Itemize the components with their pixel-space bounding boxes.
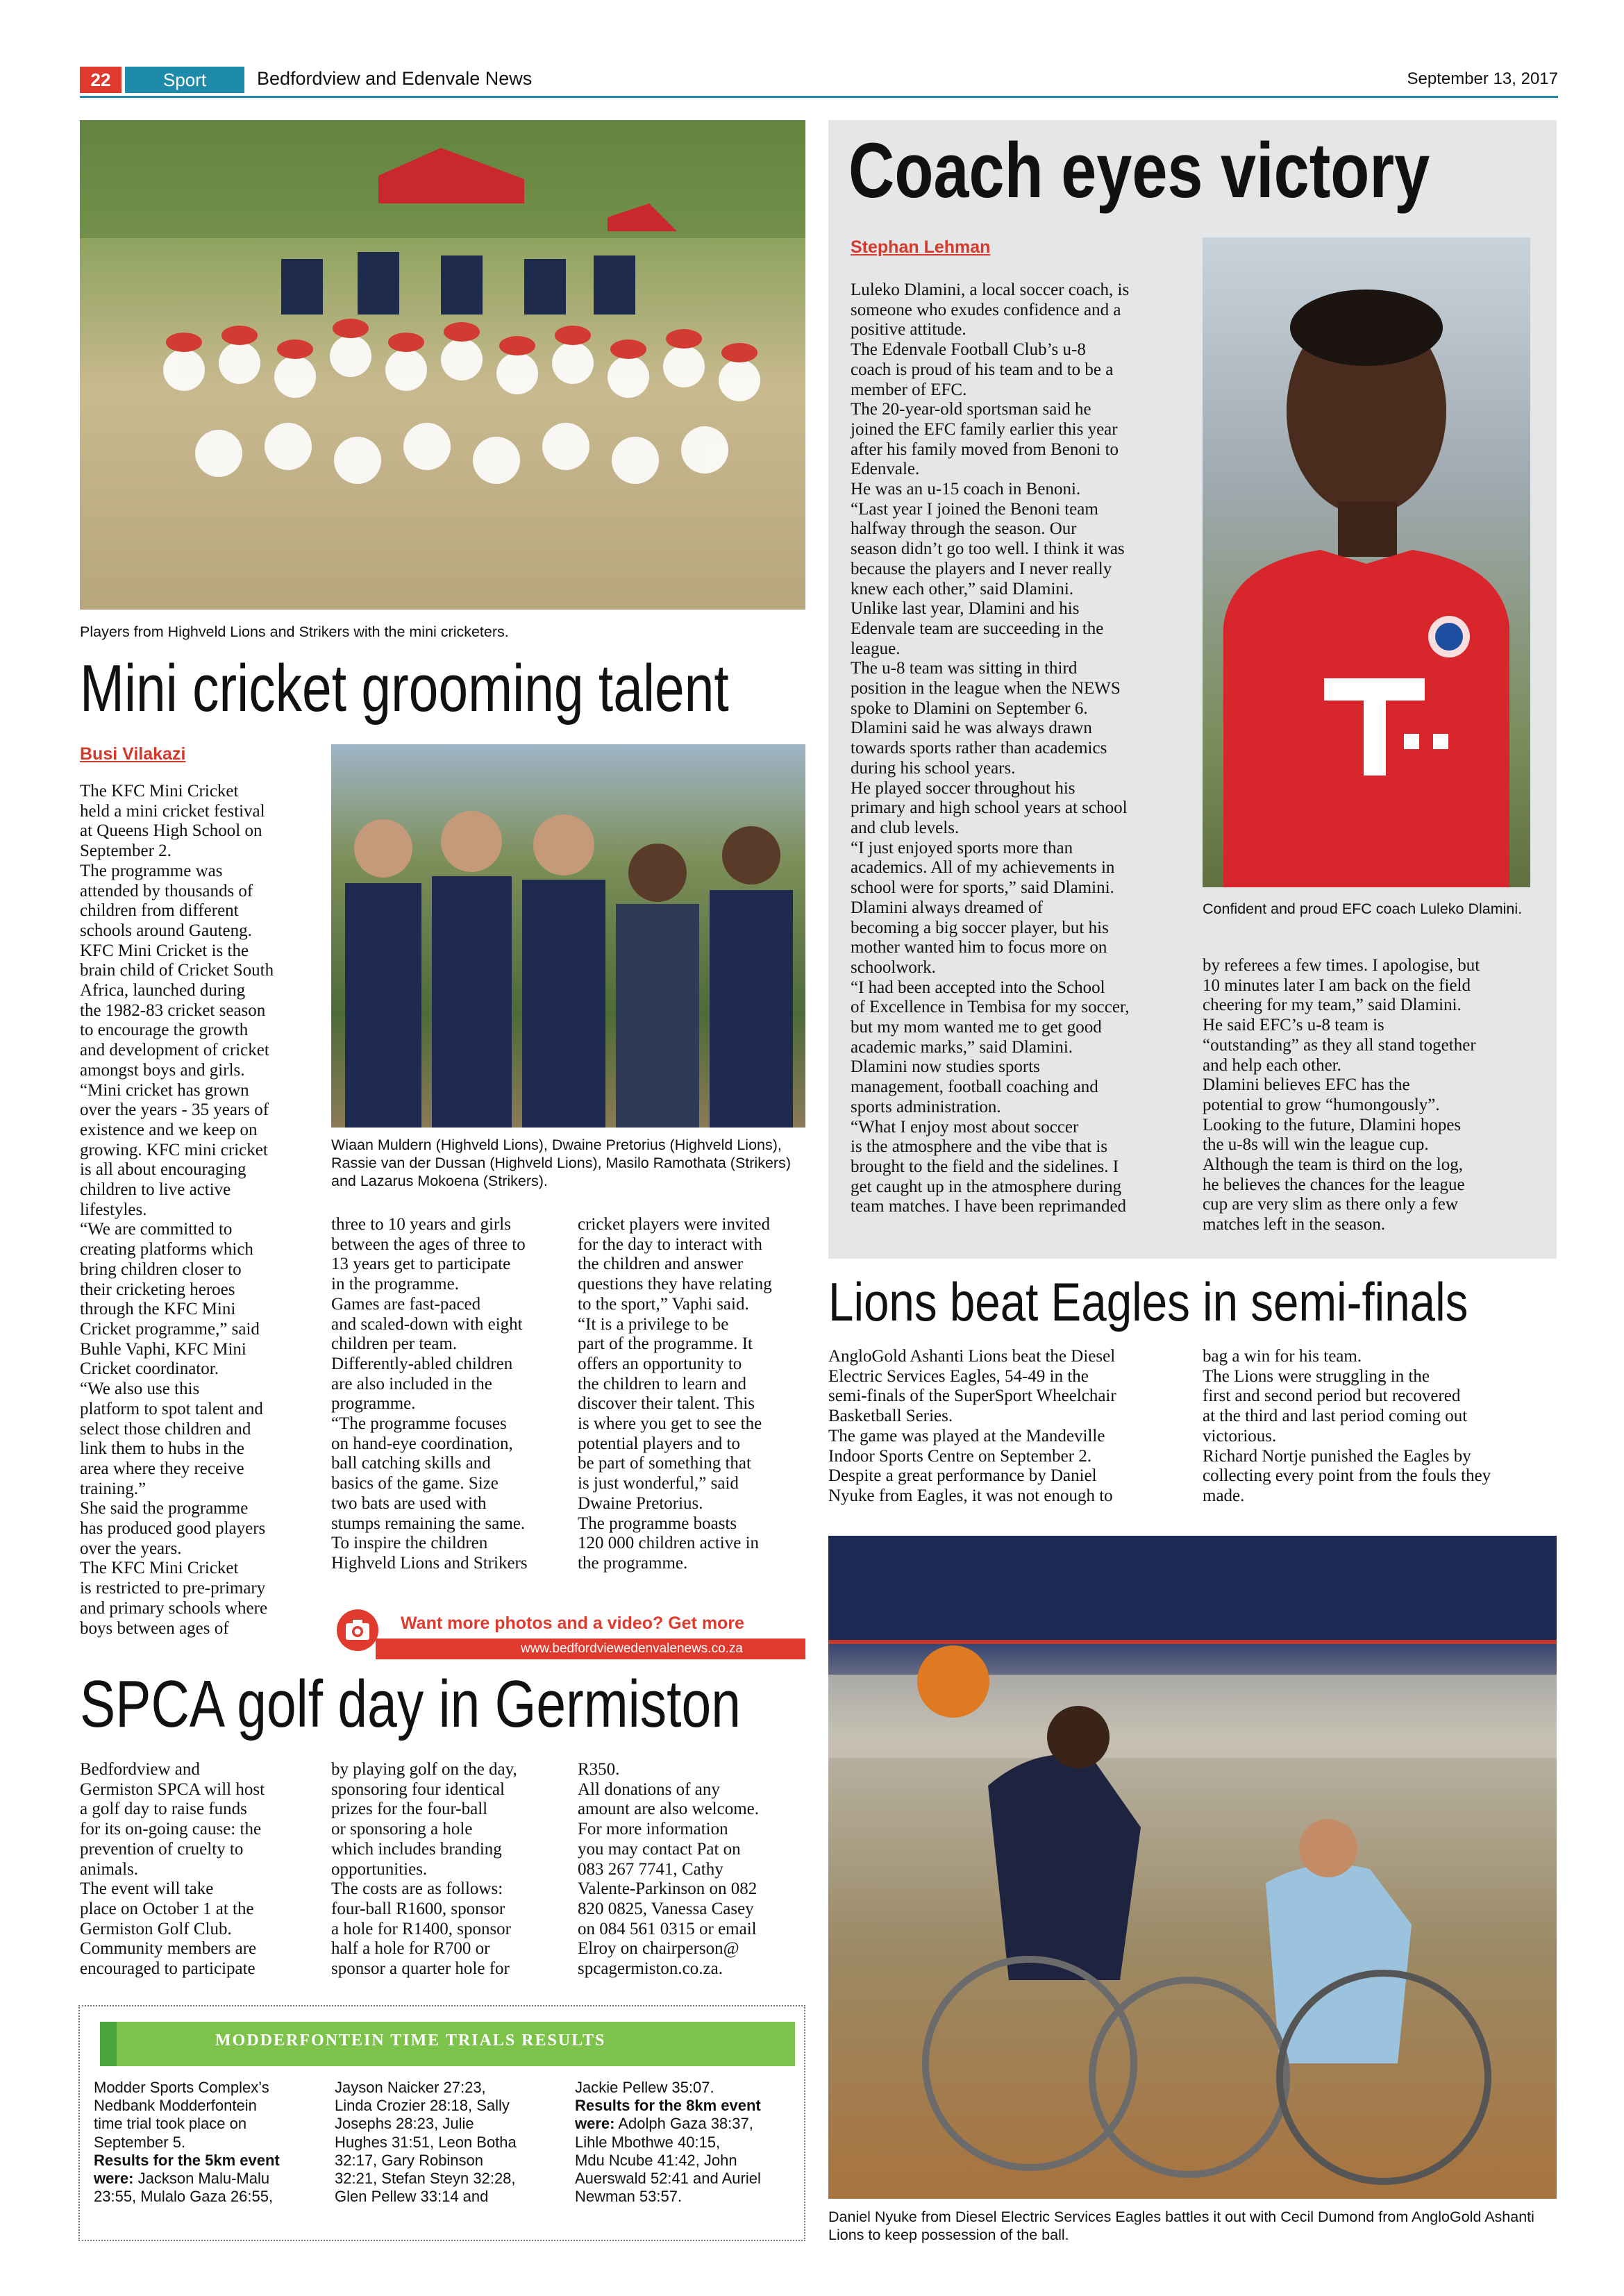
- cricket-headline: Mini cricket grooming talent: [80, 651, 729, 726]
- coach-column-2: by referees a few times. I apologise, but 10 minutes later I am back on the field cheering for my team,” said Dlamini. He said EFC’s u-8 team is “outstanding” as they all stand together and help each other. Dlamini believes EFC has the potential to grow “humongously”. Looking to the future, Dlamini hopes the u-8s will win the league cup. Although the team is third on the log, he believes the chances for the league cup are very slim as there only a few matches left in the season.: [1203, 956, 1480, 1234]
- lions-headline: Lions beat Eagles in semi-finals: [828, 1271, 1468, 1332]
- cricket-players-illustration: [331, 744, 805, 1128]
- cricket-column-2: three to 10 years and girls between the ages of three to 13 years get to participate in the programme. Games are fast-paced and scaled-down with eight children per team. Differently-abled children are also included in the programme. “The programme focuses on hand-eye coordination, ball catching skills and basics of the game. Size two bats are used with stumps remaining the same. To inspire the children Highveld Lions and Strikers: [331, 1215, 528, 1573]
- coach-photo-caption: Confident and proud EFC coach Luleko Dlamini.: [1203, 900, 1523, 917]
- coach-illustration: [1203, 237, 1530, 887]
- basketball-photo-caption: Daniel Nyuke from Diesel Electric Services Eagles battles it out with Cecil Dumond from AngloGold Ashanti Lions to keep possession of the ball.: [828, 2209, 1534, 2243]
- cricket-byline: Busi Vilakazi: [80, 744, 186, 764]
- results-column-2: Jayson Naicker 27:23, Linda Crozier 28:18, Sally Josephs 28:23, Julie Hughes 31:51, Leon Botha 32:17, Gary Robinson 32:21, Stefan Steyn 32:28, Glen Pellew 33:14 and: [335, 2079, 517, 2206]
- cricket-photo1-caption: Players from Highveld Lions and Strikers with the mini cricketers.: [80, 623, 509, 640]
- results-8km-heading: Results for the 8km event were:: [575, 2097, 761, 2133]
- cricket-team-illustration: [80, 120, 805, 610]
- cricket-team-photo: [80, 120, 805, 610]
- spca-column-3: R350. All donations of any amount are also welcome. For more information you may contact Pat on 083 267 7741, Cathy Valente-Parkinson on 082 820 0825, Vanessa Casey on 084 561 0315 or email Elroy on chairperson@ spcagermiston.co.za.: [578, 1760, 760, 1979]
- publication-date: September 13, 2017: [1407, 69, 1558, 88]
- promo-url-bar[interactable]: [376, 1639, 805, 1659]
- lions-column-2: bag a win for his team. The Lions were struggling in the first and second period but recovered at the third and last period coming out victorious. Richard Nortje punished the Eagles by collecting every point from the fouls they made.: [1203, 1347, 1491, 1505]
- spca-column-1: Bedfordview and Germiston SPCA will host a golf day to raise funds for its on-going cause: the prevention of cruelty to animals. The event will take place on October 1 at the Germiston Golf Club. Community members are encouraged to participate: [80, 1760, 265, 1979]
- results-col3-intro: Jackie Pellew 35:07.: [575, 2079, 714, 2096]
- cricket-column-1: The KFC Mini Cricket held a mini cricket festival at Queens High School on September 2. The programme was attended by thousands of children from different schools around Gauteng. KFC Mini Cricket is the brain child of Cricket South Africa, launched during the 1982-83 cricket season to encourage the growth and development of cricket amongst boys and girls. “Mini cricket has grown over the years - 35 years of existence and we keep on growing. KFC mini cricket is all about encouraging children to live active lifestyles. “We are committed to creating platforms which bring children closer to their cricketing heroes through the KFC Mini Cricket programme,” said Buhle Vaphi, KFC Mini Cricket coordinator. “We also use this platform to spot talent and select those children and link them to hubs in the area where they receive training.” She said the programme has produced good players over the years. The KFC Mini Cricket is restricted to pre-primary and primary schools where boys between ages of: [80, 782, 274, 1638]
- results-col1-rest: Jackson Malu-Malu 23:55, Mulalo Gaza 26:55,: [94, 2170, 274, 2206]
- coach-photo: [1203, 237, 1530, 887]
- spca-headline: SPCA golf day in Germiston: [80, 1667, 741, 1741]
- spca-headline-box: [80, 1666, 809, 1750]
- camera-icon: [337, 1609, 378, 1651]
- cricket-photo2-caption: Wiaan Muldern (Highveld Lions), Dwaine Pretorius (Highveld Lions), Rassie van der Dussan (Highveld Lions), Masilo Ramothata (Strikers) and Lazarus Mokoena (Strikers).: [331, 1137, 791, 1189]
- results-col3-rest: Adolph Gaza 38:37, Lihle Mbothwe 40:15, Mdu Ncube 41:42, John Auerswald 52:41 and Auriel Newman 53:57.: [575, 2115, 761, 2206]
- cricket-column-3: cricket players were invited for the day to interact with the children and answer questions they have relating to the sport,” Vaphi said. “It is a privilege to be part of the programme. It offers an opportunity to the children to learn and discover their talent. This is where you get to see the potential players and to be part of something that is just wonderful,” said Dwaine Pretorius. The programme boasts 120 000 children active in the programme.: [578, 1215, 772, 1573]
- cricket-headline-box: [80, 651, 809, 734]
- spca-column-2: by playing golf on the day, sponsoring four identical prizes for the four-ball or sponsoring a hole which includes branding opportunities. The costs are as follows: four-ball R1600, sponsor a hole for R1400, sponsor half a hole for R700 or sponsor a quarter hole for: [331, 1760, 517, 1979]
- results-column-3: [575, 2079, 804, 2206]
- results-title: MODDERFONTEIN TIME TRIALS RESULTS: [215, 2031, 606, 2050]
- coach-headline-box: [848, 125, 1543, 222]
- results-5km-heading: Results for the 5km event were:: [94, 2151, 280, 2188]
- camera-glyph: [337, 1609, 378, 1651]
- page-number: 22: [80, 67, 122, 93]
- lions-headline-box: [828, 1271, 1559, 1336]
- section-tab: Sport: [125, 67, 244, 93]
- header-rule: [80, 96, 1558, 98]
- promo-url[interactable]: www.bedfordviewedenvalenews.co.za: [520, 1641, 743, 1656]
- coach-column-1: Luleko Dlamini, a local soccer coach, is someone who exudes confidence and a positive attitude. The Edenvale Football Club’s u-8 coach is proud of his team and to be a member of EFC. The 20-year-old sportsman said he joined the EFC family earlier this year after his family moved from Benoni to Edenvale. He was an u-15 coach in Benoni. “Last year I joined the Benoni team halfway through the season. Our season didn’t go too well. I think it was because the players and I never really knew each other,” said Dlamini. Unlike last year, Dlamini and his Edenvale team are succeeding in the league. The u-8 team was sitting in third position in the league when the NEWS spoke to Dlamini on September 6. Dlamini said he was always drawn towards sports rather than academics during his school years. He played soccer throughout his primary and high school years at school and club levels. “I just enjoyed sports more than academics. All of my achievements in school were for sports,” said Dlamini. Dlamini always dreamed of becoming a big soccer player, but his mother wanted him to focus more on schoolwork. “I had been accepted into the School of Excellence in Tembisa for my soccer, but my mom wanted me to get good academic marks,” said Dlamini. Dlamini now studies sports management, football coaching and sports administration. “What I enjoy most about soccer is the atmosphere and the vibe that is brought to the field and the sidelines. I get caught up in the atmosphere during team matches. I have been reprimanded: [851, 280, 1130, 1216]
- coach-byline: Stephan Lehman: [851, 237, 991, 257]
- basketball-photo: [828, 1536, 1557, 2199]
- promo-banner[interactable]: [337, 1609, 805, 1664]
- results-column-1: [94, 2079, 326, 2206]
- lions-column-1: AngloGold Ashanti Lions beat the Diesel Electric Services Eagles, 54-49 in the semi-finals of the SuperSport Wheelchair Basketball Series. The game was played at the Mandeville Indoor Sports Centre on September 2. Despite a great performance by Daniel Nyuke from Eagles, it was not enough to: [828, 1347, 1116, 1505]
- publication-name: Bedfordview and Edenvale News: [257, 68, 533, 89]
- cricket-players-photo: [331, 744, 805, 1128]
- results-col1-intro: Modder Sports Complex’s Nedbank Modderfontein time trial took place on September 5.: [94, 2079, 269, 2151]
- coach-headline: Coach eyes victory: [848, 127, 1430, 214]
- basketball-illustration: [828, 1536, 1557, 2199]
- promo-text: Want more photos and a video? Get more: [401, 1614, 744, 1633]
